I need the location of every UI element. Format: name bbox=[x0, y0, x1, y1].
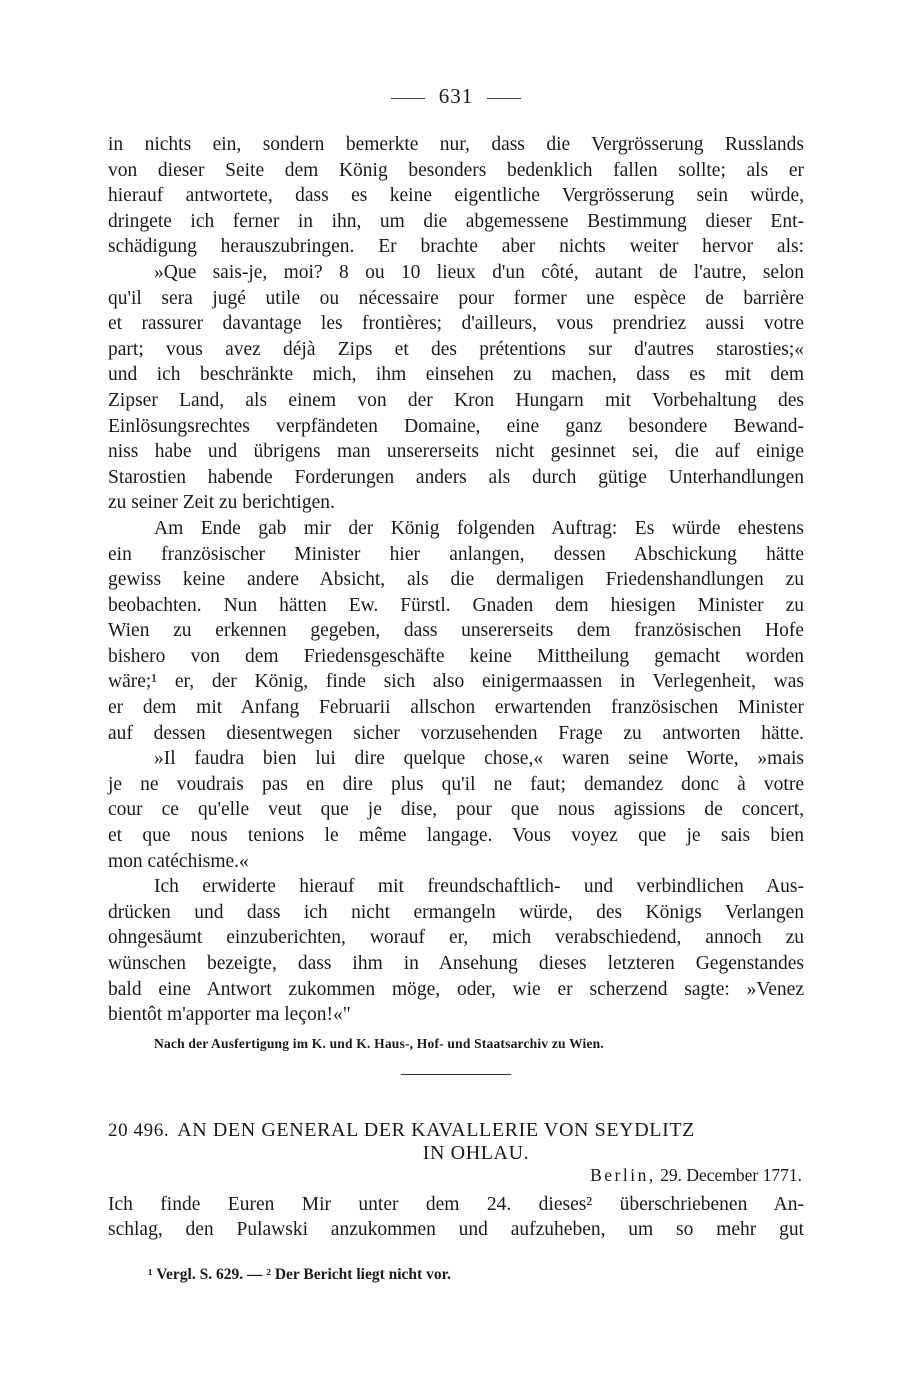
text-line: bald eine Antwort zukommen möge, oder, wie er scherzend sagte: »Venez bbox=[108, 978, 804, 1000]
header-left-rule bbox=[391, 98, 425, 99]
text-line: mon catéchisme.« bbox=[108, 850, 249, 872]
section-divider bbox=[401, 1074, 511, 1075]
text-line: und ich beschränkte mich, ihm einsehen zu machen, dass es mit dem bbox=[108, 364, 804, 386]
text-line: Am Ende gab mir der König folgenden Auftrag: Es würde ehestens bbox=[154, 517, 804, 539]
main-text bbox=[108, 132, 804, 1243]
text-line: bishero von dem Friedensgeschäfte keine Mittheilung gemacht worden bbox=[108, 645, 804, 667]
text-line: gewiss keine andere Absicht, als die dermaligen Friedenshandlungen zu bbox=[108, 569, 804, 591]
text-line: Ich erwiderte hierauf mit freundschaftlich- und verbindlichen Aus- bbox=[154, 876, 804, 898]
text-line: hierauf antwortete, dass es keine eigentliche Vergrösserung sein würde, bbox=[108, 185, 804, 207]
text-line: »Il faudra bien lui dire quelque chose,« waren seine Worte, »mais bbox=[154, 748, 804, 770]
text-line: wäre;¹ er, der König, finde sich also einigermaassen in Verlegenheit, was bbox=[108, 671, 804, 693]
dateline bbox=[108, 1165, 804, 1186]
header-right-rule bbox=[487, 98, 521, 99]
text-line: part; vous avez déjà Zips et des prétentions sur d'autres starosties;« bbox=[108, 338, 804, 360]
letter-line: schlag, den Pulawski anzukommen und aufzuheben, um so mehr gut bbox=[108, 1219, 804, 1241]
page-number: 631 bbox=[438, 84, 474, 108]
letter-line: Ich finde Euren Mir unter dem 24. dieses² überschriebenen An- bbox=[108, 1193, 804, 1215]
text-line: cour ce qu'elle veut que je dise, pour que nous agissions de concert, bbox=[108, 799, 804, 821]
text-line: dringete ich ferner in ihn, um die abgemessene Bestimmung dieser Ent- bbox=[108, 210, 804, 232]
text-line: in nichts ein, sondern bemerkte nur, dass die Vergrösserung Russlands bbox=[108, 134, 804, 155]
page-header bbox=[108, 84, 804, 109]
text-line: beobachten. Nun hätten Ew. Fürstl. Gnaden dem hiesigen Minister zu bbox=[108, 594, 804, 616]
text-line: drücken und dass ich nicht ermangeln würde, des Königs Verlangen bbox=[108, 901, 804, 923]
text-line: et que nous tenions le même langage. Vous voyez que je sais bien bbox=[108, 825, 804, 847]
document-number: 20 496. bbox=[108, 1119, 170, 1141]
source-note: Nach der Ausfertigung im K. und K. Haus-, Hof- und Staatsarchiv zu Wien. bbox=[154, 1035, 604, 1051]
text-line: niss habe und übrigens man unsererseits nicht gesinnet sei, die auf einige bbox=[108, 441, 804, 463]
text-line: zu seiner Zeit zu berichtigen. bbox=[108, 492, 335, 514]
text-line: bientôt m'apporter ma leçon!«" bbox=[108, 1004, 351, 1026]
text-line: et rassurer davantage les frontières; d'ailleurs, vous prendriez aussi votre bbox=[108, 313, 804, 335]
text-line: »Que sais-je, moi? 8 ou 10 lieux d'un côté, autant de l'autre, selon bbox=[154, 261, 804, 283]
text-line: auf dessen diesentwegen sicher vorzusehenden Frage zu antworten hätte. bbox=[108, 722, 804, 744]
text-line: Wien zu erkennen gegeben, dass unsererseits dem französischen Hofe bbox=[108, 620, 804, 642]
document-heading bbox=[108, 1119, 804, 1165]
text-line: Einlösungsrechtes verpfändeten Domaine, eine ganz besondere Bewand- bbox=[108, 415, 804, 437]
document-title-line1: AN DEN GENERAL DER KAVALLERIE VON SEYDLITZ bbox=[177, 1118, 695, 1141]
text-line: qu'il sera jugé utile ou nécessaire pour former une espèce de barrière bbox=[108, 287, 804, 309]
letter-text bbox=[108, 1192, 804, 1243]
dateline-place: Berlin, bbox=[590, 1164, 656, 1185]
dateline-date: 29. December 1771. bbox=[660, 1164, 802, 1185]
text-line: von dieser Seite dem König besonders bedenklich fallen sollte; als er bbox=[108, 159, 804, 181]
text-line: Zipser Land, als einem von der Kron Hungarn mit Vorbehaltung des bbox=[108, 389, 804, 411]
footnotes: ¹ Vergl. S. 629. — ² Der Bericht liegt nicht vor. bbox=[148, 1266, 451, 1283]
text-line: je ne voudrais pas en dire plus qu'il ne faut; demandez donc à votre bbox=[108, 773, 804, 795]
text-line: ein französischer Minister hier anlangen, dessen Abschickung hätte bbox=[108, 543, 804, 565]
text-line: wünschen bezeigte, dass ihm in Ansehung dieses letzteren Gegenstandes bbox=[108, 953, 804, 974]
text-line: schädigung herauszubringen. Er brachte aber nichts weiter hervor als: bbox=[108, 236, 804, 258]
text-line: ohngesäumt einzuberichten, worauf er, mich verabschiedend, annoch zu bbox=[108, 927, 804, 949]
text-line: Starostien habende Forderungen anders als durch gütige Unterhandlungen bbox=[108, 466, 804, 488]
text-line: er dem mit Anfang Februarii allschon erwartenden französischen Minister bbox=[108, 697, 804, 719]
document-title-line2: IN OHLAU. bbox=[422, 1141, 530, 1164]
